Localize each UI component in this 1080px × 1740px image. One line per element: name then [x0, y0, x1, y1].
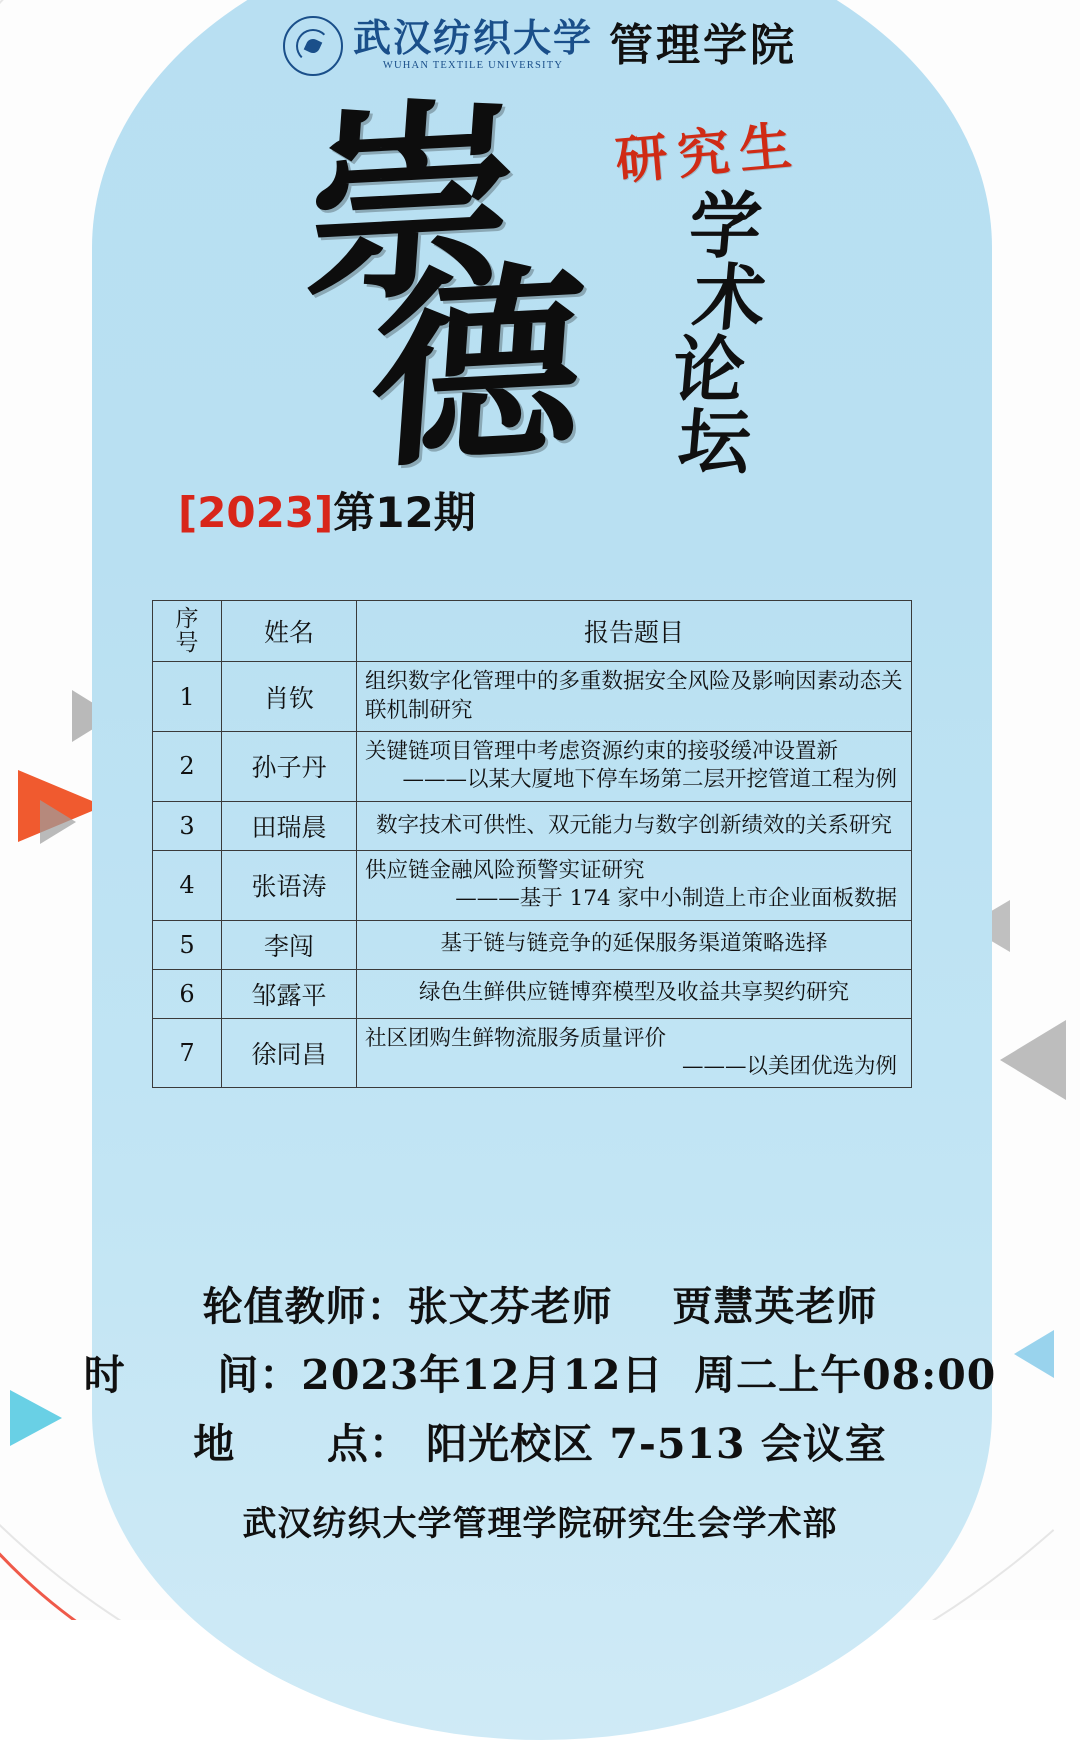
- university-seal-icon: [283, 16, 343, 76]
- row-no: 6: [153, 969, 222, 1018]
- row-title-main: 绿色生鲜供应链博弈模型及收益共享契约研究: [418, 980, 849, 1006]
- row-title-main: 供应链金融风险预警实证研究: [365, 857, 645, 883]
- university-name-block: [352, 14, 593, 74]
- row-no: 3: [153, 801, 222, 850]
- university-name-en: WUHAN TEXTILE UNIVERSITY: [382, 59, 564, 71]
- event-place-line: 地 点： 阳光校区 7-513 会议室: [193, 1420, 887, 1468]
- schedule-table-wrapper: [152, 600, 912, 1088]
- table-header-row: [153, 601, 912, 662]
- row-title: [357, 732, 912, 802]
- calligraphy-title: [287, 74, 596, 498]
- row-title: [357, 662, 912, 732]
- table-row: [153, 850, 912, 920]
- row-title-sub: ———基于 174 家中小制造上市企业面板数据: [455, 886, 897, 912]
- table-row: [153, 732, 912, 802]
- row-name: 田瑞晨: [222, 801, 357, 850]
- row-title-main: 关键链项目管理中考虑资源约束的接驳缓冲设置新: [365, 739, 839, 765]
- row-title: [357, 920, 912, 969]
- row-name: 徐同昌: [222, 1018, 357, 1088]
- row-no: 2: [153, 732, 222, 802]
- calligraphy-char-1: 崇: [296, 74, 519, 333]
- row-title-sub: ———以美团优选为例: [681, 1053, 897, 1079]
- vertical-char-4: 坛: [674, 399, 755, 484]
- decorative-triangle-icon: [1000, 1020, 1066, 1100]
- decorative-triangle-icon: [40, 800, 76, 844]
- university-name-cn: 武汉纺织大学: [352, 14, 593, 60]
- row-no: 5: [153, 920, 222, 969]
- column-header-no: [153, 601, 222, 662]
- issue-no: 第12期: [333, 488, 476, 537]
- issue-year: [2023]: [178, 488, 334, 537]
- row-title: [357, 850, 912, 920]
- poster-header: [0, 16, 1080, 76]
- row-no: 1: [153, 662, 222, 732]
- row-name: 肖钦: [222, 662, 357, 732]
- column-header-no-line2: 号: [175, 630, 199, 657]
- table-row: [153, 662, 912, 732]
- calligraphy-char-2: 德: [363, 239, 586, 498]
- row-title-main: 数字技术可供性、双元能力与数字创新绩效的关系研究: [375, 812, 892, 838]
- row-title-main: 组织数字化管理中的多重数据安全风险及影响因素动态关联机制研究: [365, 669, 903, 723]
- row-name: 孙子丹: [222, 732, 357, 802]
- table-row: [153, 801, 912, 850]
- vertical-char-3: 论: [669, 327, 749, 412]
- column-header-no-line1: 序: [175, 606, 199, 632]
- row-name: 李闯: [222, 920, 357, 969]
- column-header-name: 姓名: [222, 601, 357, 662]
- row-no: 7: [153, 1018, 222, 1088]
- row-title: [357, 1018, 912, 1088]
- red-label-graduate: 研究生: [613, 114, 804, 192]
- row-title: [357, 969, 912, 1018]
- table-row: [153, 920, 912, 969]
- vertical-char-1: 学: [685, 183, 766, 268]
- title-block: [0, 74, 1080, 575]
- row-title-main: 社区团购生鲜物流服务质量评价: [365, 1025, 667, 1051]
- row-name: 张语涛: [222, 850, 357, 920]
- vertical-char-2: 术: [689, 255, 769, 340]
- row-title-sub: ———以某大厦地下停车场第二层开挖管道工程为例: [402, 767, 897, 793]
- organizer-line: 武汉纺织大学管理学院研究生会学术部: [242, 1504, 838, 1544]
- row-title: [357, 801, 912, 850]
- event-details: [0, 1265, 1080, 1545]
- row-title-main: 基于链与链竞争的延保服务渠道策略选择: [440, 931, 828, 957]
- column-header-title: 报告题目: [357, 601, 912, 662]
- vertical-forum-title: [667, 183, 774, 484]
- table-row: [153, 969, 912, 1018]
- row-name: 邹露平: [222, 969, 357, 1018]
- issue-number: [178, 480, 476, 540]
- event-time-line: 时 间：2023年12月12日 周二上午08:00: [83, 1351, 997, 1399]
- schedule-table: [152, 600, 912, 1088]
- row-no: 4: [153, 850, 222, 920]
- table-row: [153, 1018, 912, 1088]
- college-name: 管理学院: [609, 20, 797, 71]
- duty-teacher-line: 轮值教师：张文芬老师 贾慧英老师: [202, 1283, 878, 1330]
